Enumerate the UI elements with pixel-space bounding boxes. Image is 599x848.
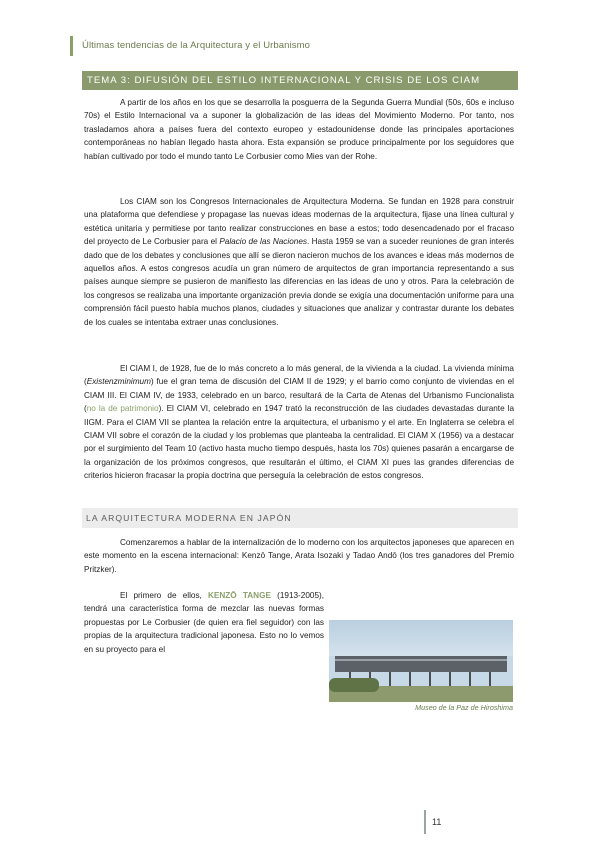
- paragraph-ciam-list-text-a: El CIAM I, de 1928, fue de lo más concreto a lo más general, de la vivienda a la ciudad. La vivienda mínima (: [84, 364, 514, 387]
- paragraph-ciam: [84, 195, 514, 329]
- paragraph-japan-intro: [84, 536, 514, 576]
- running-header: Últimas tendencias de la Arquitectura y el Urbanismo: [82, 40, 311, 51]
- existenzminimum-term: Existenzminimum: [86, 377, 151, 387]
- footer-accent-bar: [424, 810, 426, 834]
- photo-caption: Museo de la Paz de Hiroshima: [415, 703, 513, 712]
- paragraph-ciam-list-text-b: ) fue el gran tema de discusión del CIAM II de 1929; y el barrio como conjunto de viviendas en el CIAM III. El CIAM IV, de 1933, celebrado en un barco, resultará de la Carta de Atenas del Urbanismo Funcionalista (: [84, 377, 514, 414]
- paragraph-ciam-text-a: Los CIAM son los Congresos Internacionales de Arquitectura Moderna. Se fundan en 1928 para construir una plataforma que defendiese y propagase las nuevas ideas modernas de la arquitectura, fijase una línea cultural y estética unitaria y permitiese por tanto realizar construcciones en base a estos; todo desencadenado por el fracaso del proyecto de Le Corbusier para el: [84, 197, 514, 247]
- paragraph-japan-intro-text: Comenzaremos a hablar de la internalización de lo moderno con los arquitectos japoneses que aparecen en este momento en la escena internacional: Kenzō Tange, Arata Isozaki y Tadao Andō (los tres ganadores del Premio Pritzker).: [84, 538, 514, 574]
- section-heading: TEMA 3: DIFUSIÓN DEL ESTILO INTERNACIONAL Y CRISIS DE LOS CIAM: [82, 71, 518, 90]
- patrimonio-note: no la de patrimonio: [86, 404, 159, 414]
- kenzo-tange-name: KENZŌ TANGE: [208, 591, 271, 600]
- paragraph-ciam-text-b: . Hasta 1959 se van a suceder reuniones de gran interés dado que de los debates y conclusiones que allí se dieron nacieron muchos de los avances e ideas más modernos de aquellos años. A estos congresos acudía un gran número de arquitectos de gran importancia representando a sus países aunque siempre se pusieron de manifiesto las diferencias en las ideas de uno y otros. Para la celebración de los congresos se realizaba una importante organización previa donde se exigía una documentación uniforme para una comprensión fácil puesto había muchos planos, ciudades y situaciones que analizar y contrastar durante los debates de los cuales se intentaba extraer unas conclusiones.: [84, 237, 515, 327]
- hiroshima-museum-photo: [329, 620, 513, 702]
- page-number: 11: [432, 817, 442, 827]
- paragraph-ciam-list-text-c: ). El CIAM VI, celebrado en 1947 trató la reconstrucción de las ciudades devastadas durante la IIGM. Para el CIAM VII se plantea la relación entre la arquitectura, el urbanismo y el arte. En Inglaterra se celebra el CIAM VII sobre el corazón de la ciudad y los problemas que planteaba la centralidad. El CIAM X (1956) va a destacar por el surgimiento del Team 10 (activo hasta mucho tiempo después, hasta los 70s) quienes pasarán a encargarse de la organización de los próximos congresos, que resultarán el último, el CIAM XI pues las grandes diferencias de criterios hicieron fracasar la propia doctrina que perseguía la celebración de estos congresos.: [84, 404, 515, 481]
- paragraph-tange-text-b: (1913-2005), tendrá una característica forma de mezclar las nuevas formas propuestas por Le Corbusier (de quien era fiel seguidor) con las propias de la arquitectura tradicional japonesa. Esto no lo vemos en su proyecto para el: [84, 591, 324, 654]
- paragraph-intro-text: A partir de los años en los que se desarrolla la posguerra de la Segunda Guerra Mundial (50s, 60s e incluso 70s) el Estilo Internacional va a suponer la globalización de las ideas del Movimiento Moderno. Por tanto, nos trasladamos ahora a países fuera del contexto europeo y estadounidense donde las principales aportaciones contemporáneas no habían llegado hasta ahora. Esta expansión se produce principalmente por los seguidores que habían cultivado por todo el mundo tanto Le Corbusier como Mies van der Rohe.: [84, 98, 514, 161]
- paragraph-ciam-list: [84, 362, 514, 483]
- paragraph-tange-text-a: El primero de ellos,: [120, 591, 209, 600]
- subsection-heading: LA ARQUITECTURA MODERNA EN JAPÓN: [82, 508, 518, 528]
- paragraph-intro: [84, 96, 514, 163]
- header-accent-bar: [70, 36, 73, 56]
- palacio-naciones-ref: Palacio de las Naciones: [219, 237, 307, 247]
